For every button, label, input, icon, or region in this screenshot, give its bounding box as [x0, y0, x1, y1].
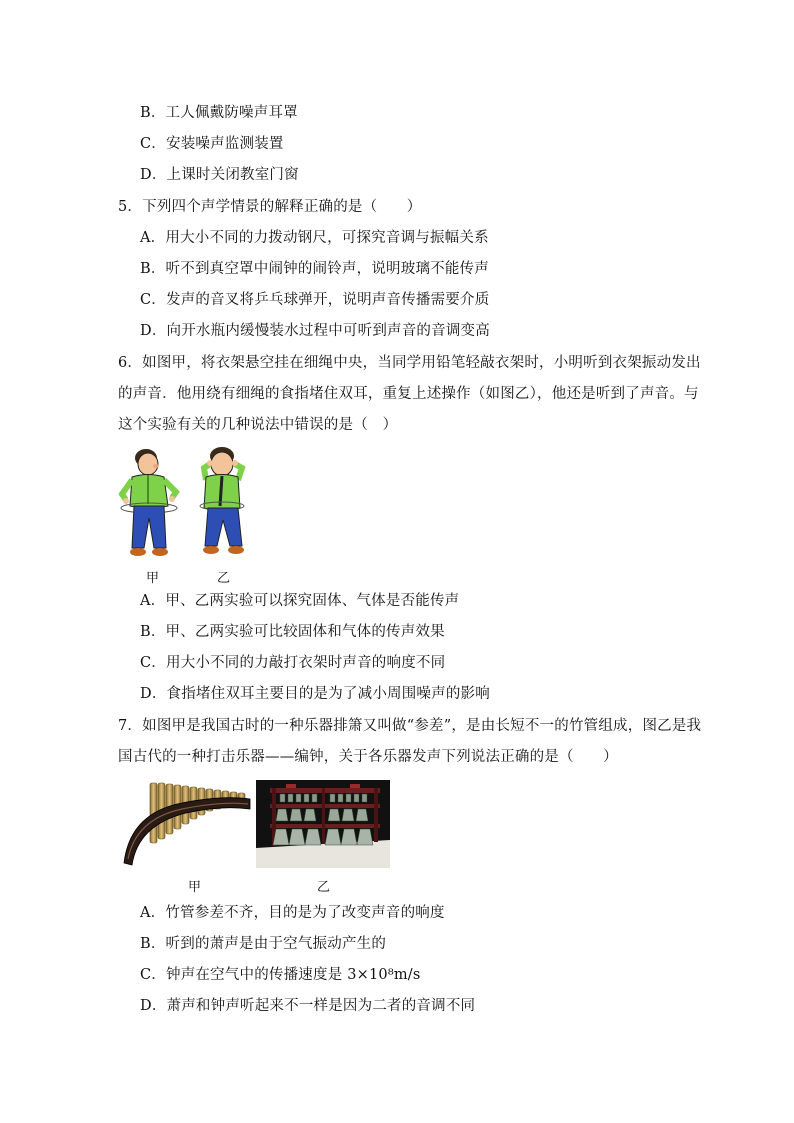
- q6-option-a: A．甲、乙两实验可以探究固体、气体是否能传声: [140, 593, 460, 609]
- q7-stem-line1: 7．如图甲是我国古时的一种乐器排箫又叫做“参差”，是由长短不一的竹管组成，图乙是我: [118, 718, 702, 734]
- q6-figure: [118, 444, 258, 569]
- q7-label-yi: 乙: [317, 880, 331, 895]
- bianzhong-image: [256, 780, 390, 868]
- q6-stem-line2: 的声音．他用绕有细绳的食指堵住双耳，重复上述操作（如图乙），他还是听到了声音。与: [118, 386, 699, 402]
- q6-label-yi: 乙: [217, 571, 231, 586]
- q6-stem-line3: 这个实验有关的几种说法中错误的是（ ）: [118, 417, 398, 433]
- person-yi-illustration: [200, 447, 244, 554]
- q6-option-d: D．食指堵住双耳主要目的是为了减小周围噪声的影响: [140, 686, 490, 702]
- q5-option-c: C．发声的音叉将乒乓球弹开，说明声音传播需要介质: [140, 292, 490, 308]
- q7-stem-line2: 国古代的一种打击乐器——编钟，关于各乐器发声下列说法正确的是（ ）: [118, 749, 618, 765]
- q7-label-jia: 甲: [188, 880, 202, 895]
- q7-option-d: D．萧声和钟声听起来不一样是因为二者的音调不同: [140, 998, 476, 1014]
- q6-label-jia: 甲: [146, 571, 160, 586]
- q6-option-c: C．用大小不同的力敲打衣架时声音的响度不同: [140, 655, 446, 671]
- panpipe-image: [122, 779, 252, 869]
- q7-option-b: B．听到的萧声是由于空气振动产生的: [140, 936, 387, 952]
- q6-option-b: B．甲、乙两实验可比较固体和气体的传声效果: [140, 624, 445, 640]
- q4-option-d: D．上课时关闭教室门窗: [140, 167, 299, 183]
- person-jia-illustration: [121, 449, 177, 556]
- q7-option-c: C．钟声在空气中的传播速度是 3×10⁸m/s: [140, 967, 421, 983]
- q4-option-b: B．工人佩戴防噪声耳罩: [140, 105, 298, 121]
- q6-stem-line1: 6．如图甲，将衣架悬空挂在细绳中央，当同学用铅笔轻敲衣架时，小明听到衣架振动发出: [118, 355, 701, 371]
- q5-option-a: A．用大小不同的力拨动钢尺，可探究音调与振幅关系: [140, 230, 489, 246]
- q5-stem: 5．下列四个声学情景的解释正确的是（ ）: [118, 199, 422, 215]
- q7-option-a: A．竹管参差不齐，目的是为了改变声音的响度: [140, 905, 445, 921]
- q5-option-d: D．向开水瓶内缓慢装水过程中可听到声音的音调变高: [140, 323, 490, 339]
- q5-option-b: B．听不到真空罩中闹钟的闹铃声，说明玻璃不能传声: [140, 261, 489, 277]
- q4-option-c: C．安装噪声监测装置: [140, 136, 284, 152]
